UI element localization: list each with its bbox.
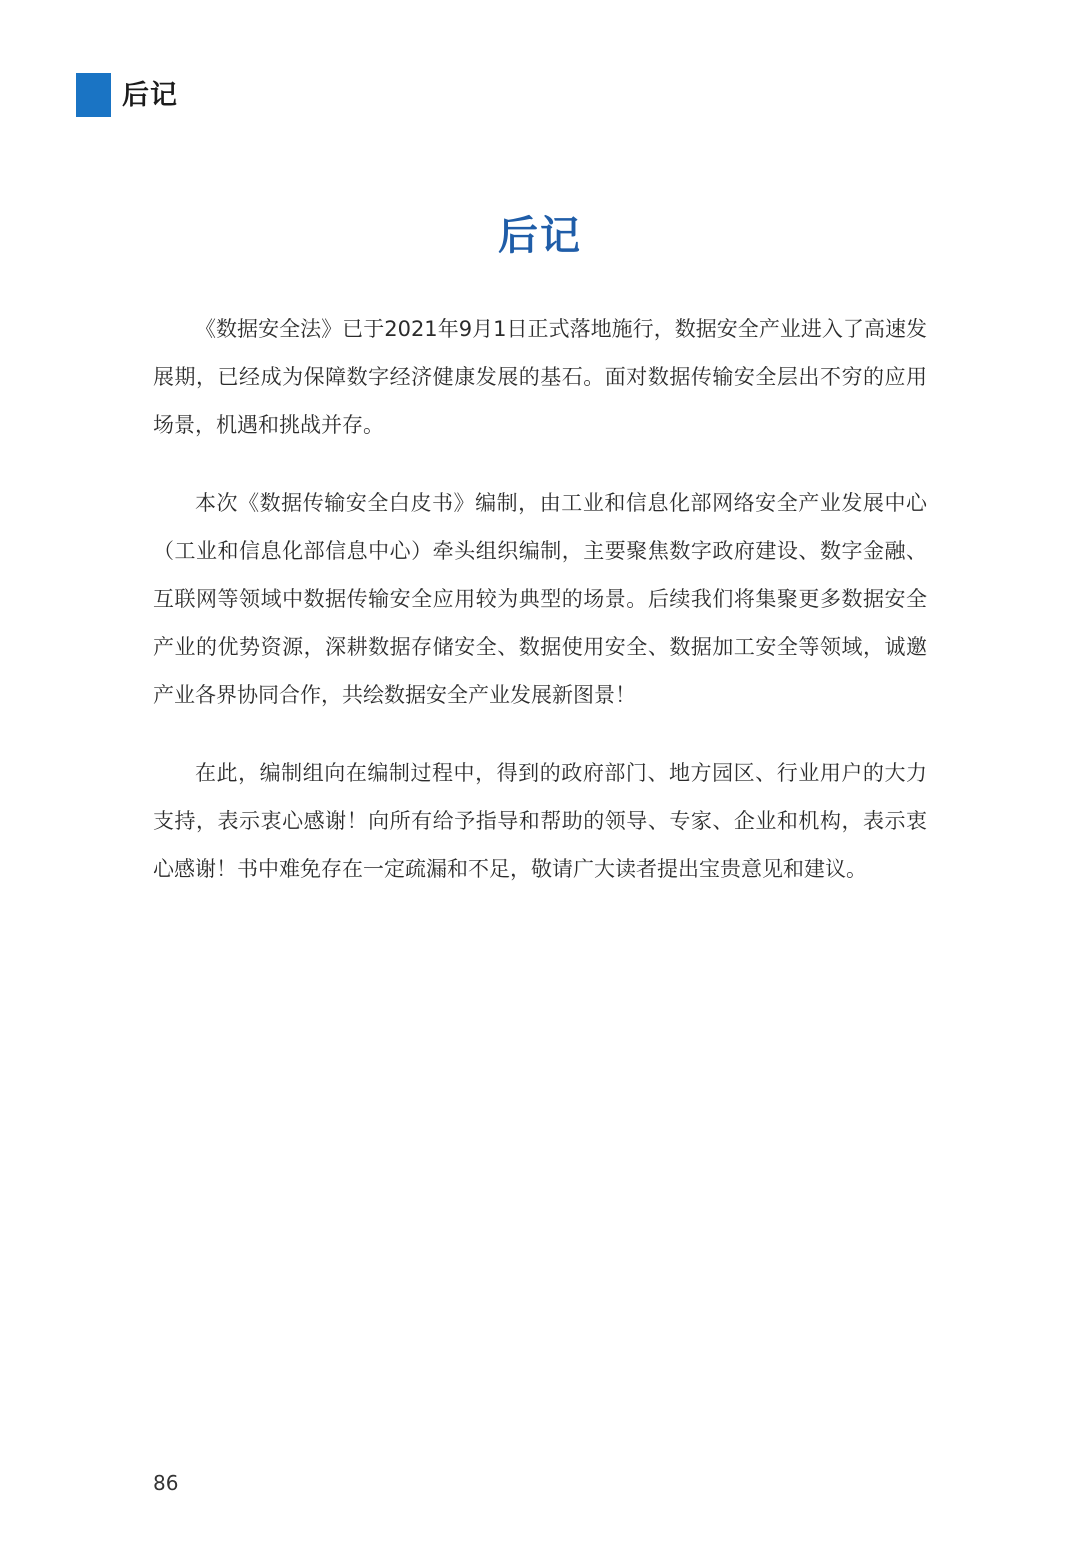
page-title: 后记 — [498, 213, 582, 259]
paragraph-3: 在此，编制组向在编制过程中，得到的政府部门、地方园区、行业用户的大力支持，表示衷心感谢！向所有给予指导和帮助的领导、专家、企业和机构，表示衷心感谢！书中难免存在一定疏漏和不足，敬请广大读者提出宝贵意见和建议。 — [153, 761, 927, 881]
paragraph-1: 《数据安全法》已于2021年9月1日正式落地施行，数据安全产业进入了高速发展期，已经成为保障数字经济健康发展的基石。面对数据传输安全层出不穷的应用场景，机遇和挑战并存。 — [153, 317, 927, 437]
section-header-label: 后记 — [122, 80, 178, 111]
body-text — [153, 305, 927, 923]
paragraph-2: 本次《数据传输安全白皮书》编制，由工业和信息化部网络安全产业发展中心（工业和信息化部信息中心）牵头组织编制，主要聚焦数字政府建设、数字金融、互联网等领域中数据传输安全应用较为典型的场景。后续我们将集聚更多数据安全产业的优势资源，深耕数据存储安全、数据使用安全、数据加工安全等领域，诚邀产业各界协同合作，共绘数据安全产业发展新图景！ — [153, 491, 927, 707]
page-number: 86 — [153, 1471, 179, 1495]
section-marker-bar — [76, 73, 111, 117]
